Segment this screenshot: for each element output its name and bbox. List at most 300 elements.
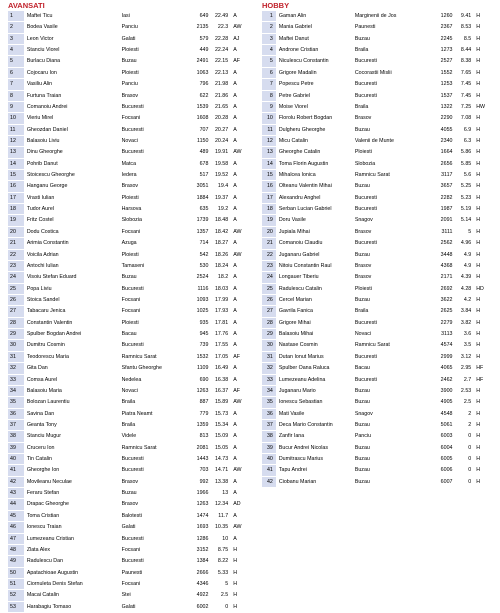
participant-city: Galati [121,35,136,42]
rank-number: 15 [8,170,24,180]
participant-score: 5.85 [460,160,472,167]
participant-class: A [233,285,237,292]
rank-number: 52 [8,590,24,600]
participant-score: 17.81 [214,319,229,326]
table-row [262,170,492,181]
participant-score: 15.89 [214,399,229,406]
participant-score: 22.49 [214,13,229,19]
participant-class: HF [476,376,484,383]
participant-class: H [476,444,481,451]
participant-class: H [476,456,481,463]
hobby-title: HOBBY [262,1,290,10]
participant-name: Dodu Costica [26,228,59,235]
participant-city: Nedelea [121,376,142,383]
participant-score: 11.7 [218,512,229,519]
participant-score: 8.75 [217,546,229,553]
participant-number: 649 [199,13,209,19]
table-row [8,454,249,465]
rank-number: 10 [262,113,276,123]
participant-city: Buzau [354,456,370,463]
participant-class: H [476,92,481,99]
table-row [8,204,249,215]
participant-score: 18.27 [214,240,229,247]
participant-name: Tin Catalin [26,456,52,463]
participant-class: H [476,69,481,76]
table-row [262,284,492,295]
participant-name: Deca Mario Constantin [278,421,333,428]
participant-class: A [233,410,237,417]
participant-name: Mati Vasile [278,410,305,417]
rank-number: 12 [8,136,24,146]
participant-number: 739 [199,342,209,349]
participant-name: Vasiliu Alin [26,81,53,88]
rank-number: 32 [8,363,24,373]
participant-number: 992 [199,478,209,485]
table-row [8,22,249,33]
participant-name: Vrasti Iulian [26,194,55,201]
participant-name: Serban Lucian Gabriel [278,206,332,213]
participant-score: 8.53 [460,24,472,31]
participant-number: 2524 [196,274,209,281]
participant-class: H [476,115,481,122]
participant-score: 3.5 [463,342,472,349]
rank-number: 40 [262,454,276,464]
rank-number: 34 [262,386,276,396]
participant-name: Dumitru Cosmin [26,342,65,349]
participant-city: Braila [354,103,369,110]
participant-score: 5.23 [460,194,472,201]
participant-number: 2171 [440,274,453,281]
table-row [8,375,249,386]
participant-city: Bucuresti [121,558,144,565]
participant-class: H [476,433,481,440]
participant-score: 18.24 [214,262,229,269]
participant-city: Videle [121,433,137,440]
participant-city: Ramnicu Sarat [354,172,390,179]
rank-number: 39 [262,443,276,453]
participant-city: Brasov [121,478,139,485]
participant-score: 8.22 [217,558,229,565]
rank-number: 19 [262,215,276,225]
participant-city: Bucuresti [354,92,377,99]
participant-city: Buzau [354,251,370,258]
participant-city: Bucuresti [121,467,144,474]
participant-name: Alexandru Anghel [278,194,321,201]
table-row [8,352,249,363]
participant-score: 19.37 [214,194,229,201]
participant-name: Arimia Constantin [26,240,69,247]
rank-number: 35 [262,397,276,407]
participant-city: Bucuresti [121,126,144,133]
participant-class: AF [233,387,240,394]
rank-number: 41 [8,465,24,475]
table-row [8,386,249,397]
rank-number: 36 [262,409,276,419]
participant-score: 3.12 [460,353,472,360]
participant-city: Valenii de Munte [354,137,394,144]
rank-number: 6 [8,68,24,78]
participant-number: 1884 [196,194,209,201]
participant-number: 2656 [440,160,453,167]
rank-number: 17 [262,193,276,203]
participant-class: AW [233,24,242,31]
participant-class: H [476,240,481,247]
participant-name: Tudor Aurel [26,206,54,213]
participant-class: A [233,126,237,133]
participant-name: Balasoiu Liviu [26,137,60,144]
participant-score: 16.49 [214,365,229,372]
rank-number: 12 [262,136,276,146]
participant-class: H [233,592,238,599]
participant-city: Bucuresti [354,81,377,88]
participant-score: 22.24 [214,47,229,54]
table-row [262,352,492,363]
participant-class: H [476,183,481,190]
participant-class: A [233,433,237,440]
participant-city: Harsova [121,206,142,213]
avansati-section [8,0,249,613]
participant-name: Radulescu Catalin [278,285,322,292]
participant-class: A [233,342,237,349]
participant-number: 703 [199,467,209,474]
participant-class: AW [233,399,242,406]
participant-class: H [476,194,481,201]
participant-number: 2625 [440,308,453,315]
participant-number: 449 [199,47,209,54]
rank-number: 8 [262,91,276,101]
rank-number: 38 [8,431,24,441]
participant-class: A [233,172,237,179]
participant-city: Bucuresti [121,456,144,463]
participant-number: 1273 [440,47,453,54]
participant-name: Harabagiu Tomaso [26,603,72,610]
participant-city: Bucuresti [121,103,144,110]
table-row [262,34,492,45]
participant-class: H [476,172,481,179]
participant-name: Radulescu Dan [26,558,64,565]
participant-number: 2245 [440,35,453,42]
rank-number: 6 [262,68,276,78]
rank-number: 21 [262,238,276,248]
participant-number: 579 [199,35,209,42]
participant-number: 6004 [440,444,453,451]
participant-class: A [233,331,237,338]
participant-number: 690 [199,376,209,383]
participant-score: 21.65 [214,103,229,110]
participant-name: Constantin Valentin [26,319,73,326]
participant-number: 813 [199,433,209,440]
participant-number: 1532 [196,353,209,360]
participant-class: HF [476,365,484,372]
rank-number: 38 [262,431,276,441]
participant-city: Buzau [354,126,370,133]
participant-score: 17.55 [214,342,229,349]
participant-name: Popescu Petre [278,81,314,88]
participant-name: Comanoiu Andrei [26,103,68,110]
participant-name: Drapac Gheorghe [26,501,69,508]
participant-city: Azuga [121,240,137,247]
table-row [262,454,492,465]
table-row [8,602,249,613]
participant-city: Piatra Neamt [121,410,153,417]
participant-score: 18.48 [214,217,229,224]
table-row [8,215,249,226]
participant-number: 3117 [441,172,453,179]
participant-score: 0 [225,603,229,610]
table-row [262,261,492,272]
table-row [8,147,249,158]
table-row [8,340,249,351]
participant-city: Bucuresti [354,194,377,201]
participant-number: 2279 [440,319,453,326]
participant-class: AW [233,524,242,531]
rank-number: 36 [8,409,24,419]
participant-number: 1357 [196,228,209,235]
table-row [8,272,249,283]
participant-class: H [476,81,481,88]
participant-city: Panciu [121,81,138,88]
participant-number: 635 [199,206,209,213]
participant-name: Dumitrascu Marius [278,456,323,463]
participant-name: Gita Dan [26,365,48,372]
table-row [262,431,492,442]
participant-number: 4346 [196,580,209,587]
rank-number: 25 [8,284,24,294]
participant-name: Gheorghe Ion [26,467,60,474]
participant-number: 779 [199,410,209,417]
participant-class: A [233,206,237,213]
rank-number: 40 [8,454,24,464]
participant-name: Gavrila Fanica [278,308,313,315]
participant-city: Buzau [354,399,370,406]
participant-number: 1109 [197,365,209,372]
table-row [8,579,249,590]
table-row [8,499,249,510]
participant-class: H [476,228,481,235]
rank-number: 9 [262,102,276,112]
participant-number: 4055 [440,126,453,133]
table-row [8,420,249,431]
participant-class: H [476,421,481,428]
table-row [8,238,249,249]
participant-city: Sfantu Gheorghe [121,365,162,372]
rank-number: 26 [8,295,24,305]
participant-city: Focsani [121,580,141,587]
participant-name: Bolozan Laurentiu [26,399,70,406]
participant-score: 15.34 [214,421,229,428]
participant-name: Micu Catalin [278,137,308,144]
participant-score: 20.28 [214,115,229,122]
rank-number: 42 [262,477,276,487]
rank-number: 35 [8,397,24,407]
participant-class: AD [233,501,241,508]
participant-class: H [476,331,481,338]
participant-city: Braila [121,421,136,428]
participant-class: AF [233,58,240,65]
rank-number: 29 [262,329,276,339]
participant-name: Feraru Stefan [26,490,60,497]
participant-class: H [476,160,481,167]
rank-number: 14 [262,159,276,169]
participant-city: Buzau [121,58,137,65]
table-row [262,22,492,33]
participant-city: Bucuresti [121,285,144,292]
participant-city: Brasov [354,274,372,281]
participant-number: 2091 [440,217,453,224]
hobby-table [262,11,492,488]
table-row [8,102,249,113]
participant-city: Novaci [121,387,138,394]
participant-city: Cocorastii Mislii [354,69,392,76]
table-row [262,250,492,261]
table-row [262,102,492,113]
table-row [8,522,249,533]
table-row [262,11,492,22]
participant-name: Zlata Alex [26,546,51,553]
table-row [8,477,249,488]
participant-score: 22.28 [214,35,229,42]
participant-name: Hanganu George [26,183,68,190]
participant-score: 4.9 [463,251,472,258]
participant-class: H [476,149,481,156]
participant-city: Stei [121,592,131,599]
participant-score: 7.65 [460,69,472,76]
participant-score: 13.38 [214,478,229,485]
table-row [262,125,492,136]
table-row [262,465,492,476]
participant-city: Bucuresti [354,319,377,326]
participant-class: HD [476,285,484,292]
participant-city: Iedera [121,172,137,179]
table-row [262,204,492,215]
participant-city: Bucuresti [354,240,377,247]
participant-number: 2999 [440,353,453,360]
participant-score: 22.15 [214,58,229,65]
participant-score: 18.42 [214,228,229,235]
participant-class: A [233,478,237,485]
participant-name: Ionescu Traian [26,524,62,531]
table-row [8,79,249,90]
participant-name: Mania Gabriel [278,24,312,31]
participant-name: Stoica Sandel [26,296,60,303]
participant-class: A [233,92,237,99]
participant-city: Ramnicu Sarat [354,342,390,349]
participant-class: H [233,569,238,576]
participant-number: 1664 [440,149,453,156]
participant-city: Bucuresti [121,149,144,156]
participant-score: 18.2 [217,274,229,281]
participant-city: Bucuresti [354,353,377,360]
participant-number: 3657 [440,183,453,190]
participant-city: Brasov [121,501,139,508]
participant-city: Focsani [121,296,141,303]
participant-name: Pohrib Danut [26,160,58,167]
participant-name: Lumezeanu Cristian [26,535,74,542]
table-row [8,488,249,499]
participant-name: Dutan Ionut Marius [278,353,324,360]
participant-name: Comsa Aurel [26,376,58,383]
table-row [262,329,492,340]
participant-number: 3622 [440,296,453,303]
participant-city: Braila [121,399,136,406]
table-row [8,34,249,45]
rank-number: 20 [262,227,276,237]
participant-city: Focsani [121,308,141,315]
participant-city: Brasov [121,183,139,190]
participant-class: H [476,342,481,349]
participant-city: Buzau [354,467,370,474]
participant-class: H [476,296,481,303]
table-row [262,159,492,170]
participant-score: 17.05 [214,353,229,360]
participant-number: 2290 [440,115,453,122]
participant-name: Gheorghe Catalin [278,149,321,156]
participant-score: 21.86 [214,92,229,99]
rank-number: 41 [262,465,276,475]
table-row [8,284,249,295]
table-row [262,272,492,283]
participant-city: Brasov [354,228,372,235]
table-row [262,375,492,386]
participant-city: Panciu [354,433,372,440]
rank-number: 3 [8,34,24,44]
participant-city: Galati [121,524,136,531]
participant-name: Ionescu Sebastian [278,399,323,406]
participant-name: Furtuna Traian [26,92,62,99]
rank-number: 33 [8,375,24,385]
participant-score: 12.34 [214,501,229,508]
rank-number: 28 [262,318,276,328]
participant-score: 10.35 [214,524,229,531]
participant-class: A [233,535,237,542]
participant-city: Ploiesti [121,47,139,54]
table-row [8,170,249,181]
participant-name: Olteanu Valentin Mihai [278,183,332,190]
table-row [8,397,249,408]
participant-city: Bucuresti [121,342,144,349]
participant-name: Nastase Cosmin [278,342,318,349]
participant-name: Dinu Gheorghe [26,149,63,156]
participant-city: Bacau [354,365,370,372]
participant-class: AJ [233,35,240,42]
participant-score: 22.13 [214,69,229,76]
table-row [8,113,249,124]
table-row [262,113,492,124]
participant-number: 678 [199,160,209,167]
participant-score: 7.08 [460,115,472,122]
table-row [8,45,249,56]
rank-number: 49 [8,556,24,566]
table-row [8,443,249,454]
participant-class: H [476,410,481,417]
rank-number: 44 [8,499,24,509]
participant-name: Doru Vasile [278,217,306,224]
participant-score: 14.73 [214,456,229,463]
participant-score: 8.5 [463,35,472,42]
participant-city: Bucuresti [121,535,144,542]
participant-class: H [476,308,481,315]
rank-number: 3 [262,34,276,44]
participant-score: 2.5 [220,592,229,599]
participant-number: 4574 [440,342,453,349]
participant-name: Tabacaru Jenica [26,308,66,315]
participant-score: 5.25 [460,183,472,190]
participant-city: Focsani [121,115,141,122]
participant-number: 2367 [440,24,453,31]
participant-class: A [233,160,237,167]
participant-score: 4.28 [460,285,472,292]
table-row [262,215,492,226]
